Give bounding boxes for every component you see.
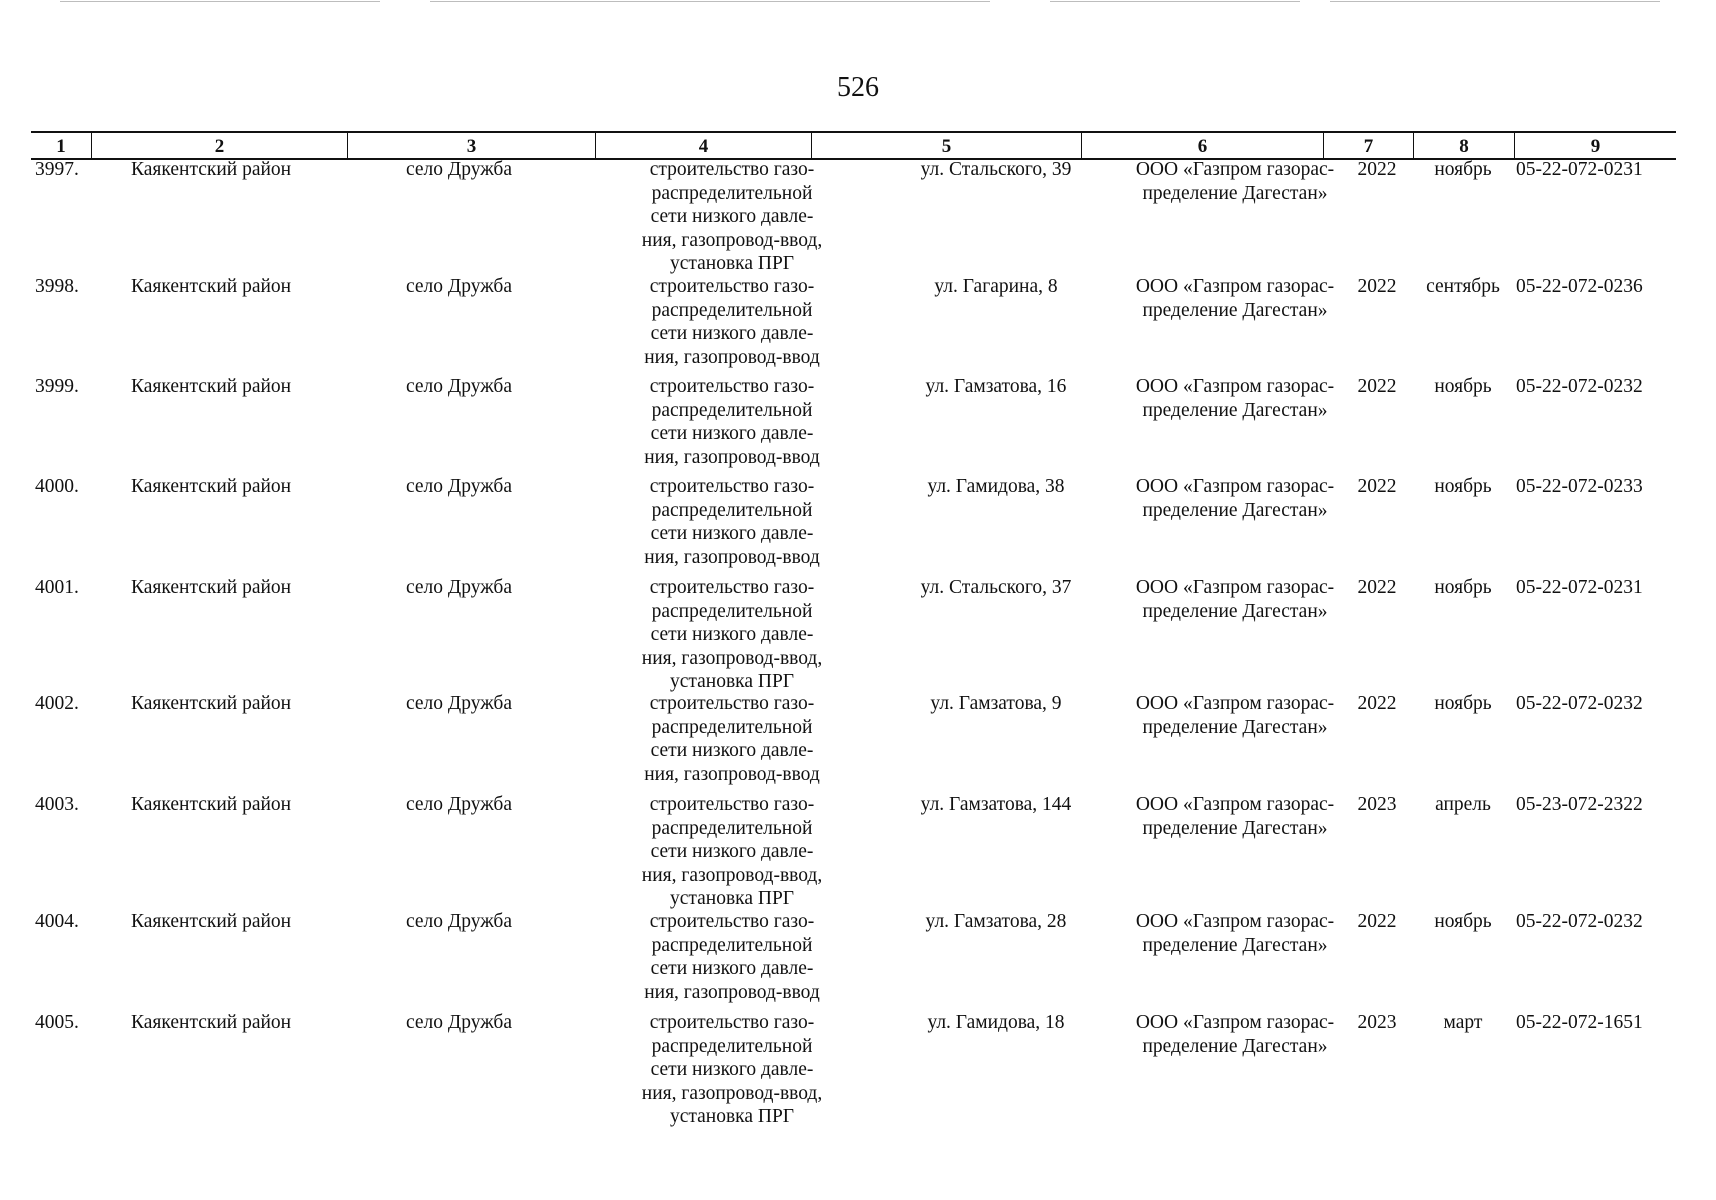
row-number: 3997. xyxy=(35,159,79,180)
header-col-8: 8 xyxy=(1413,133,1514,158)
page-number: 526 xyxy=(837,72,879,103)
work-description xyxy=(601,910,863,1004)
year: 2022 xyxy=(1357,159,1397,180)
work-line: сети низкого давле- xyxy=(650,740,814,761)
work-line: ния, газопровод-ввод, xyxy=(641,864,823,886)
row-number: 4000. xyxy=(35,476,79,497)
work-line: строительство газо- xyxy=(649,1012,815,1033)
work-line: сети низкого давле- xyxy=(650,523,814,544)
org-line: пределение Дагестан» xyxy=(1142,716,1328,738)
work-line: строительство газо- xyxy=(649,794,815,815)
scan-edge-line xyxy=(1330,1,1660,2)
settlement: село Дружба xyxy=(406,794,512,815)
work-line: ния, газопровод-ввод, xyxy=(641,1082,823,1104)
work-line: сети низкого давле- xyxy=(650,624,814,645)
work-line: распределительной xyxy=(651,182,813,204)
organization xyxy=(1109,576,1361,623)
org-line: ООО «Газпром газорас- xyxy=(1135,794,1335,815)
work-line: сети низкого давле- xyxy=(650,1059,814,1080)
code: 05-22-072-0233 xyxy=(1516,476,1643,497)
org-line: ООО «Газпром газорас- xyxy=(1135,476,1335,497)
settlement: село Дружба xyxy=(406,476,512,497)
address: ул. Гамзатова, 28 xyxy=(925,911,1067,932)
district: Каякентский район xyxy=(131,911,292,932)
table-row xyxy=(31,1011,1676,1131)
org-line: ООО «Газпром газорас- xyxy=(1135,1012,1335,1033)
district: Каякентский район xyxy=(131,577,292,598)
organization xyxy=(1109,1011,1361,1058)
table-row xyxy=(31,158,1676,275)
settlement: село Дружба xyxy=(406,159,512,180)
table-row xyxy=(31,793,1676,910)
work-line: ния, газопровод-ввод xyxy=(644,763,820,785)
work-description xyxy=(601,475,863,569)
code: 05-22-072-1651 xyxy=(1516,1012,1643,1033)
year: 2023 xyxy=(1357,1012,1397,1033)
org-line: пределение Дагестан» xyxy=(1142,934,1328,956)
month: ноябрь xyxy=(1434,577,1492,598)
work-line: ния, газопровод-ввод xyxy=(644,981,820,1003)
header-col-7: 7 xyxy=(1323,133,1413,158)
work-line: ния, газопровод-ввод, xyxy=(641,647,823,669)
org-line: пределение Дагестан» xyxy=(1142,1035,1328,1057)
code: 05-22-072-0236 xyxy=(1516,276,1643,297)
work-description xyxy=(601,375,863,469)
district: Каякентский район xyxy=(131,376,292,397)
work-description xyxy=(601,576,863,694)
month: ноябрь xyxy=(1434,693,1492,714)
work-line: строительство газо- xyxy=(649,577,815,598)
code: 05-22-072-0231 xyxy=(1516,159,1643,180)
scan-edge-line xyxy=(430,1,990,2)
header-col-6: 6 xyxy=(1081,133,1323,158)
header-col-2: 2 xyxy=(91,133,347,158)
table-row xyxy=(31,692,1676,793)
row-number: 4004. xyxy=(35,911,79,932)
work-line: распределительной xyxy=(651,1035,813,1057)
settlement: село Дружба xyxy=(406,693,512,714)
work-line: сети низкого давле- xyxy=(650,323,814,344)
year: 2022 xyxy=(1357,276,1397,297)
header-col-5: 5 xyxy=(811,133,1081,158)
work-line: распределительной xyxy=(651,399,813,421)
month: март xyxy=(1443,1012,1483,1033)
settlement: село Дружба xyxy=(406,276,512,297)
organization xyxy=(1109,158,1361,205)
work-line: распределительной xyxy=(651,499,813,521)
month: ноябрь xyxy=(1434,376,1492,397)
work-description xyxy=(601,275,863,369)
year: 2022 xyxy=(1357,376,1397,397)
year: 2022 xyxy=(1357,577,1397,598)
address: ул. Гамзатова, 9 xyxy=(930,693,1062,714)
month: ноябрь xyxy=(1434,476,1492,497)
org-line: пределение Дагестан» xyxy=(1142,499,1328,521)
work-line: ния, газопровод-ввод xyxy=(644,346,820,368)
table-row xyxy=(31,275,1676,375)
district: Каякентский район xyxy=(131,276,292,297)
work-line: сети низкого давле- xyxy=(650,841,814,862)
code: 05-22-072-0232 xyxy=(1516,693,1643,714)
table-header xyxy=(31,131,1676,160)
settlement: село Дружба xyxy=(406,577,512,598)
address: ул. Гагарина, 8 xyxy=(934,276,1058,297)
row-number: 3998. xyxy=(35,276,79,297)
table-row xyxy=(31,475,1676,576)
work-line: распределительной xyxy=(651,934,813,956)
row-number: 4002. xyxy=(35,693,79,714)
address: ул. Гамидова, 18 xyxy=(927,1012,1065,1033)
org-line: пределение Дагестан» xyxy=(1142,182,1328,204)
work-line: строительство газо- xyxy=(649,159,815,180)
organization xyxy=(1109,910,1361,957)
work-line: сети низкого давле- xyxy=(650,958,814,979)
address: ул. Стальского, 39 xyxy=(920,159,1072,180)
district: Каякентский район xyxy=(131,159,292,180)
row-number: 4003. xyxy=(35,794,79,815)
org-line: пределение Дагестан» xyxy=(1142,299,1328,321)
row-number: 4001. xyxy=(35,577,79,598)
scan-edge-line xyxy=(1050,1,1300,2)
org-line: ООО «Газпром газорас- xyxy=(1135,911,1335,932)
work-line: распределительной xyxy=(651,299,813,321)
org-line: пределение Дагестан» xyxy=(1142,600,1328,622)
org-line: пределение Дагестан» xyxy=(1142,399,1328,421)
work-line: распределительной xyxy=(651,817,813,839)
org-line: пределение Дагестан» xyxy=(1142,817,1328,839)
organization xyxy=(1109,793,1361,840)
table-row xyxy=(31,910,1676,1011)
settlement: село Дружба xyxy=(406,911,512,932)
work-line: ния, газопровод-ввод xyxy=(644,446,820,468)
organization xyxy=(1109,475,1361,522)
table-row xyxy=(31,576,1676,692)
work-line: строительство газо- xyxy=(649,376,815,397)
work-line: распределительной xyxy=(651,716,813,738)
address: ул. Стальского, 37 xyxy=(920,577,1072,598)
organization xyxy=(1109,275,1361,322)
work-line: распределительной xyxy=(651,600,813,622)
org-line: ООО «Газпром газорас- xyxy=(1135,159,1335,180)
month: ноябрь xyxy=(1434,911,1492,932)
work-line: строительство газо- xyxy=(649,911,815,932)
year: 2022 xyxy=(1357,911,1397,932)
header-col-9: 9 xyxy=(1514,133,1676,158)
work-line: ния, газопровод-ввод xyxy=(644,546,820,568)
header-col-4: 4 xyxy=(595,133,811,158)
header-col-3: 3 xyxy=(347,133,595,158)
address: ул. Гамзатова, 16 xyxy=(925,376,1067,397)
district: Каякентский район xyxy=(131,1012,292,1033)
scan-edge-line xyxy=(60,1,380,2)
settlement: село Дружба xyxy=(406,1012,512,1033)
settlement: село Дружба xyxy=(406,376,512,397)
work-line: сети низкого давле- xyxy=(650,423,814,444)
org-line: ООО «Газпром газорас- xyxy=(1135,693,1335,714)
code: 05-22-072-0232 xyxy=(1516,376,1643,397)
work-line: установка ПРГ xyxy=(669,671,795,692)
year: 2022 xyxy=(1357,476,1397,497)
year: 2022 xyxy=(1357,693,1397,714)
code: 05-22-072-0231 xyxy=(1516,577,1643,598)
work-description xyxy=(601,1011,863,1129)
month: сентябрь xyxy=(1426,276,1500,297)
work-line: установка ПРГ xyxy=(669,253,795,274)
organization xyxy=(1109,375,1361,422)
district: Каякентский район xyxy=(131,476,292,497)
work-line: сети низкого давле- xyxy=(650,206,814,227)
work-description xyxy=(601,692,863,786)
table-row xyxy=(31,375,1676,475)
table-body xyxy=(31,158,1676,1131)
address: ул. Гамидова, 38 xyxy=(927,476,1065,497)
work-line: строительство газо- xyxy=(649,693,815,714)
org-line: ООО «Газпром газорас- xyxy=(1135,276,1335,297)
code: 05-23-072-2322 xyxy=(1516,794,1643,815)
work-line: строительство газо- xyxy=(649,276,815,297)
work-description xyxy=(601,158,863,276)
district: Каякентский район xyxy=(131,693,292,714)
month: апрель xyxy=(1435,794,1491,815)
organization xyxy=(1109,692,1361,739)
row-number: 3999. xyxy=(35,376,79,397)
work-line: установка ПРГ xyxy=(669,1106,795,1127)
address: ул. Гамзатова, 144 xyxy=(920,794,1072,815)
header-col-1: 1 xyxy=(56,136,66,157)
district: Каякентский район xyxy=(131,794,292,815)
work-line: установка ПРГ xyxy=(669,888,795,909)
work-line: строительство газо- xyxy=(649,476,815,497)
org-line: ООО «Газпром газорас- xyxy=(1135,577,1335,598)
year: 2023 xyxy=(1357,794,1397,815)
code: 05-22-072-0232 xyxy=(1516,911,1643,932)
org-line: ООО «Газпром газорас- xyxy=(1135,376,1335,397)
work-line: ния, газопровод-ввод, xyxy=(641,229,823,251)
work-description xyxy=(601,793,863,911)
row-number: 4005. xyxy=(35,1012,79,1033)
month: ноябрь xyxy=(1434,159,1492,180)
